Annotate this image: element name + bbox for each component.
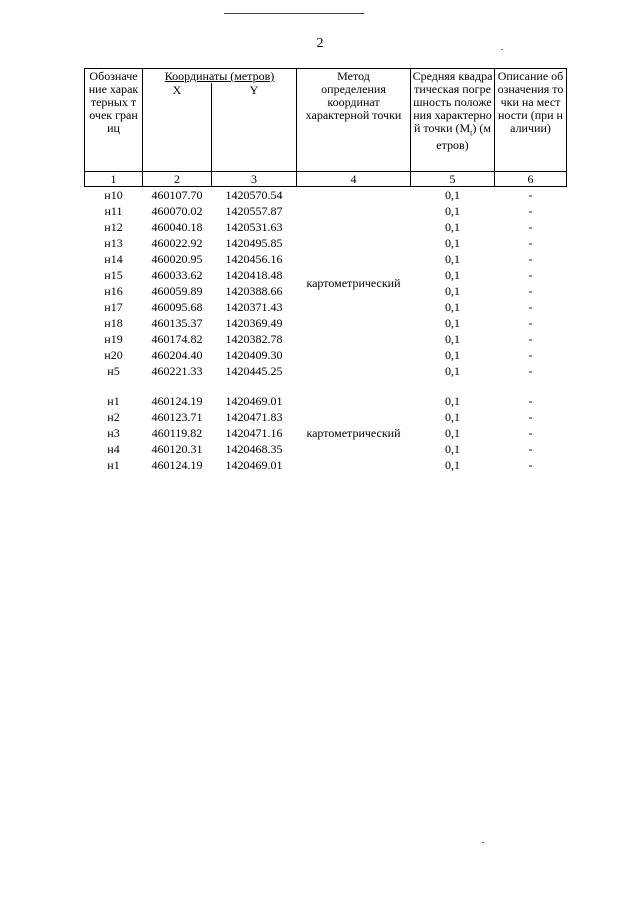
- point-y: 1420388.66: [225, 284, 283, 298]
- point-accuracy: 0,1: [445, 220, 460, 234]
- point-designation: н1: [107, 458, 120, 472]
- point-description: -: [528, 284, 533, 298]
- point-accuracy: 0,1: [445, 458, 460, 472]
- point-accuracy: 0,1: [445, 394, 460, 408]
- point-accuracy: 0,1: [445, 284, 460, 298]
- point-y: 1420471.83: [225, 410, 283, 424]
- point-designation: н10: [104, 188, 123, 202]
- boundary-points-table: [84, 68, 567, 473]
- point-y: 1420418.48: [225, 268, 283, 282]
- point-designation: н16: [104, 284, 123, 298]
- point-description: -: [528, 364, 533, 378]
- point-x: 460059.89: [151, 284, 203, 298]
- column-number: 4: [297, 172, 411, 187]
- point-x: 460124.19: [151, 394, 203, 408]
- header-accuracy: Средняя квадратическая погрешность положения характерной точки $(M_t)$ (метров): [411, 69, 495, 172]
- point-accuracy: 0,1: [445, 442, 460, 456]
- point-designation: н3: [107, 426, 120, 440]
- point-description: -: [528, 220, 533, 234]
- point-y: 1420469.01: [225, 394, 283, 408]
- point-designation: н4: [107, 442, 120, 456]
- point-accuracy: 0,1: [445, 204, 460, 218]
- column-number: 3: [212, 172, 297, 187]
- point-designation: н13: [104, 236, 123, 250]
- point-y: 1420570.54: [225, 188, 283, 202]
- point-accuracy: 0,1: [445, 332, 460, 346]
- point-x: 460123.71: [151, 410, 203, 424]
- point-x: 460020.95: [151, 252, 203, 266]
- point-description: -: [528, 188, 533, 202]
- point-designation: н2: [107, 410, 120, 424]
- header-x: X: [143, 83, 212, 172]
- point-accuracy: 0,1: [445, 236, 460, 250]
- column-number: 6: [495, 172, 567, 187]
- point-y: 1420557.87: [225, 204, 283, 218]
- header-y: Y: [212, 83, 297, 172]
- point-description: -: [528, 426, 533, 440]
- point-designation: н18: [104, 316, 123, 330]
- point-x: 460124.19: [151, 458, 203, 472]
- point-accuracy: 0,1: [445, 426, 460, 440]
- header-coordinates: Координаты (метров): [143, 69, 297, 84]
- point-description: -: [528, 252, 533, 266]
- column-number: 5: [411, 172, 495, 187]
- point-y: 1420469.01: [225, 458, 283, 472]
- point-x: 460221.33: [151, 364, 203, 378]
- point-description: -: [528, 332, 533, 346]
- point-description: -: [528, 268, 533, 282]
- point-description: -: [528, 300, 533, 314]
- point-description: -: [528, 204, 533, 218]
- point-designation: н17: [104, 300, 123, 314]
- page-number: 2: [316, 36, 324, 51]
- scan-speck: [482, 842, 484, 843]
- point-x: 460070.02: [151, 204, 203, 218]
- point-y: 1420531.63: [225, 220, 283, 234]
- point-x: 460204.40: [151, 348, 203, 362]
- scan-edge-line: [224, 13, 364, 14]
- table-row: [85, 393, 567, 409]
- point-designation: н14: [104, 252, 123, 266]
- point-y: 1420371.43: [225, 300, 283, 314]
- table-row: [85, 187, 567, 204]
- point-accuracy: 0,1: [445, 252, 460, 266]
- point-accuracy: 0,1: [445, 348, 460, 362]
- point-x: 460120.31: [151, 442, 203, 456]
- point-x: 460040.18: [151, 220, 203, 234]
- point-y: 1420468.35: [225, 442, 283, 456]
- point-x: 460174.82: [151, 332, 203, 346]
- point-y: 1420495.85: [225, 236, 283, 250]
- group-spacer: [85, 379, 567, 393]
- point-x: 460022.92: [151, 236, 203, 250]
- header-description: Описание обозначения точки на местности (при наличии): [495, 69, 567, 172]
- point-x: 460095.68: [151, 300, 203, 314]
- table-body: [85, 187, 567, 474]
- header-method: Метод определения координат характерной точки: [297, 69, 411, 172]
- point-designation: н20: [104, 348, 123, 362]
- point-y: 1420471.16: [225, 426, 283, 440]
- point-designation: н12: [104, 220, 123, 234]
- column-number: 1: [85, 172, 143, 187]
- point-description: -: [528, 394, 533, 408]
- point-description: -: [528, 316, 533, 330]
- column-number: 2: [143, 172, 212, 187]
- point-designation: н15: [104, 268, 123, 282]
- point-accuracy: 0,1: [445, 188, 460, 202]
- point-description: -: [528, 236, 533, 250]
- point-accuracy: 0,1: [445, 268, 460, 282]
- point-description: -: [528, 458, 533, 472]
- point-x: 460119.82: [151, 426, 203, 440]
- point-y: 1420382.78: [225, 332, 283, 346]
- point-designation: н5: [107, 364, 120, 378]
- point-y: 1420456.16: [225, 252, 283, 266]
- point-x: 460135.37: [151, 316, 203, 330]
- point-designation: н1: [107, 394, 120, 408]
- point-y: 1420409.30: [225, 348, 283, 362]
- point-x: 460107.70: [151, 188, 203, 202]
- column-numbers-row: [85, 172, 567, 187]
- method-cell: картометрический: [306, 276, 401, 290]
- point-accuracy: 0,1: [445, 364, 460, 378]
- point-accuracy: 0,1: [445, 300, 460, 314]
- point-designation: н19: [104, 332, 123, 346]
- point-accuracy: 0,1: [445, 316, 460, 330]
- point-description: -: [528, 442, 533, 456]
- method-cell: картометрический: [306, 426, 401, 440]
- point-accuracy: 0,1: [445, 410, 460, 424]
- point-designation: н11: [104, 204, 123, 218]
- header-designation: Обозначение характерных точек границ: [85, 69, 143, 172]
- point-description: -: [528, 410, 533, 424]
- point-y: 1420445.25: [225, 364, 283, 378]
- point-x: 460033.62: [151, 268, 203, 282]
- point-description: -: [528, 348, 533, 362]
- point-y: 1420369.49: [225, 316, 283, 330]
